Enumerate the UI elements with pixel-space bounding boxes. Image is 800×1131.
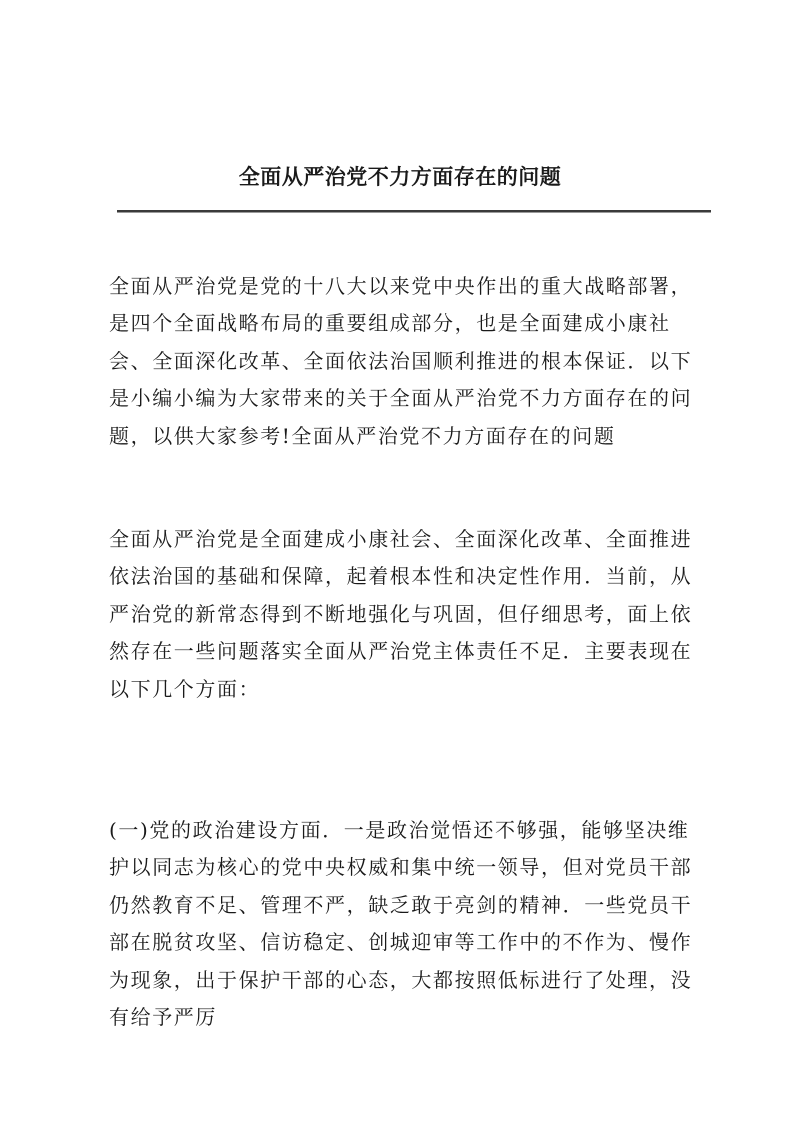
paragraph-intro: 全面从严治党是党的十八大以来党中央作出的重大战略部署，是四个全面战略布局的重要组成部分，也是全面建成小康社会、全面深化改革、全面依法治国顺利推进的根本保证．以下是小编小编为大家带来的关于全面从严治党不力方面存在的问题，以供大家参考!全面从严治党不力方面存在的问题 — [109, 274, 693, 448]
title-divider — [117, 210, 711, 213]
paragraph-overview: 全面从严治党是全面建成小康社会、全面深化改革、全面推进依法治国的基础和保障，起着根本性和决定性作用．当前，从严治党的新常态得到不断地强化与巩固，但仔细思考，面上依然存在一些问题落实全面从严治党主体责任不足．主要表现在以下几个方面： — [109, 527, 693, 701]
paragraph-political-building: (一)党的政治建设方面．一是政治觉悟还不够强，能够坚决维护以同志为核心的党中央权威和集中统一领导，但对党员干部仍然教育不足、管理不严，缺乏敢于亮剑的精神．一些党员干部在脱贫攻坚、信访稳定、创城迎审等工作中的不作为、慢作为现象，出于保护干部的心态，大都按照低标进行了处理，没有给予严厉 — [109, 818, 693, 1030]
document-title: 全面从严治党不力方面存在的问题 — [238, 164, 562, 189]
